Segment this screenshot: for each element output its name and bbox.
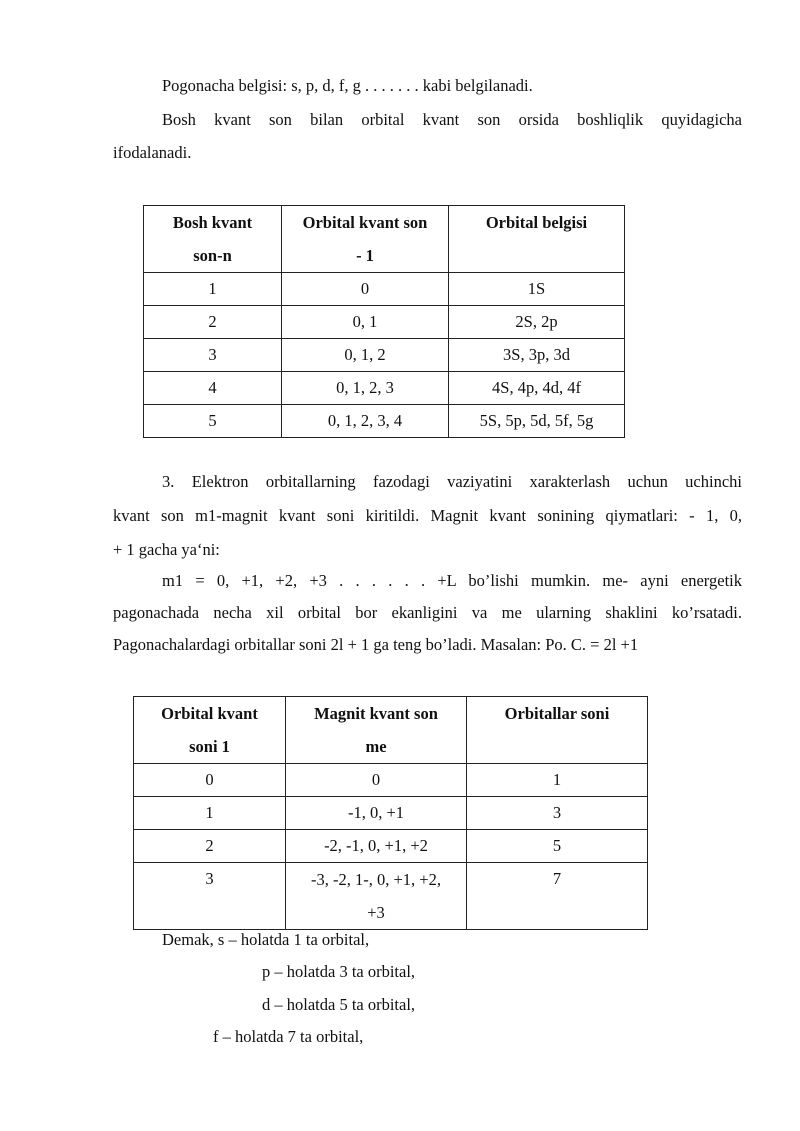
paragraph-relation-line1: Bosh kvant son bilan orbital kvant son orsida boshliqlik quyidagicha — [162, 110, 742, 129]
table-row — [134, 764, 648, 797]
table-cell: 1 — [467, 764, 648, 797]
header-orbital-quantum: Orbital kvant son - 1 — [282, 206, 449, 273]
header-principal-quantum: Bosh kvant son-n — [144, 206, 282, 273]
summary-line-f: f – holatda 7 ta orbital, — [213, 1027, 364, 1046]
table-cell: 0, 1, 2, 3 — [282, 372, 449, 405]
table-cell: -3, -2, 1-, 0, +1, +2, +3 — [286, 863, 467, 930]
paragraph-relation-line2: ifodalanadi. — [113, 143, 192, 162]
table-cell: 1 — [144, 273, 282, 306]
table-row — [134, 797, 648, 830]
table-cell: 2S, 2p — [449, 306, 625, 339]
table-cell: -1, 0, +1 — [286, 797, 467, 830]
summary-line-s: Demak, s – holatda 1 ta orbital, — [162, 930, 370, 949]
table-cell: 4 — [144, 372, 282, 405]
paragraph-magnetic-line2: kvant son m1-magnit kvant soni kiritildi. Magnit kvant sonining qiymatlari: - 1, 0, — [113, 506, 742, 525]
table-row — [144, 405, 625, 438]
table-cell: -2, -1, 0, +1, +2 — [286, 830, 467, 863]
table-cell: 3 — [467, 797, 648, 830]
table-row — [144, 372, 625, 405]
table-cell: 0, 1, 2 — [282, 339, 449, 372]
table-row — [144, 273, 625, 306]
table-cell: 5S, 5p, 5d, 5f, 5g — [449, 405, 625, 438]
table-cell: 5 — [467, 830, 648, 863]
table-cell: 4S, 4p, 4d, 4f — [449, 372, 625, 405]
table-row — [144, 306, 625, 339]
table-cell: 1 — [134, 797, 286, 830]
table-row — [134, 863, 648, 930]
table-cell: 0 — [282, 273, 449, 306]
summary-line-p: p – holatda 3 ta orbital, — [262, 962, 416, 981]
table-cell: 2 — [134, 830, 286, 863]
table-row — [144, 339, 625, 372]
magnetic-quantum-table — [133, 696, 648, 930]
table-cell: 7 — [467, 863, 648, 930]
table-header-row — [134, 697, 648, 764]
table-cell: 0 — [286, 764, 467, 797]
paragraph-ml-values-line1: m1 = 0, +1, +2, +3 . . . . . . +L bo’lishi mumkin. me- ayni energetik — [162, 571, 742, 590]
summary-line-d: d – holatda 5 ta orbital, — [262, 995, 416, 1014]
table-cell: 0, 1 — [282, 306, 449, 339]
header-orbital-count: Orbitallar soni — [467, 697, 648, 764]
header-magnetic-quantum: Magnit kvant son me — [286, 697, 467, 764]
quantum-number-table — [143, 205, 625, 438]
paragraph-ml-values-line2: pagonachada necha xil orbital bor ekanligini va me ularning shaklini ko’rsatadi. — [113, 603, 742, 622]
table-cell: 1S — [449, 273, 625, 306]
table-cell: 0 — [134, 764, 286, 797]
paragraph-magnetic-line1: 3. Elektron orbitallarning fazodagi vaziyatini xarakterlash uchun uchinchi — [162, 472, 742, 491]
paragraph-magnetic-line3: + 1 gacha ya‘ni: — [113, 540, 220, 559]
table-cell: 3 — [134, 863, 286, 930]
header-orbital-quantum: Orbital kvant soni 1 — [134, 697, 286, 764]
paragraph-ml-values-line3: Pagonachalardagi orbitallar soni 2l + 1 ga teng bo’ladi. Masalan: Po. C. = 2l +1 — [113, 635, 639, 654]
table-row — [134, 830, 648, 863]
table-header-row — [144, 206, 625, 273]
table-cell: 0, 1, 2, 3, 4 — [282, 405, 449, 438]
table-cell: 3 — [144, 339, 282, 372]
paragraph-sublevel-notation: Pogonacha belgisi: s, p, d, f, g . . . . . . . kabi belgilanadi. — [162, 76, 533, 95]
table-cell: 5 — [144, 405, 282, 438]
header-orbital-symbol: Orbital belgisi — [449, 206, 625, 273]
table-cell: 3S, 3p, 3d — [449, 339, 625, 372]
table-cell: 2 — [144, 306, 282, 339]
